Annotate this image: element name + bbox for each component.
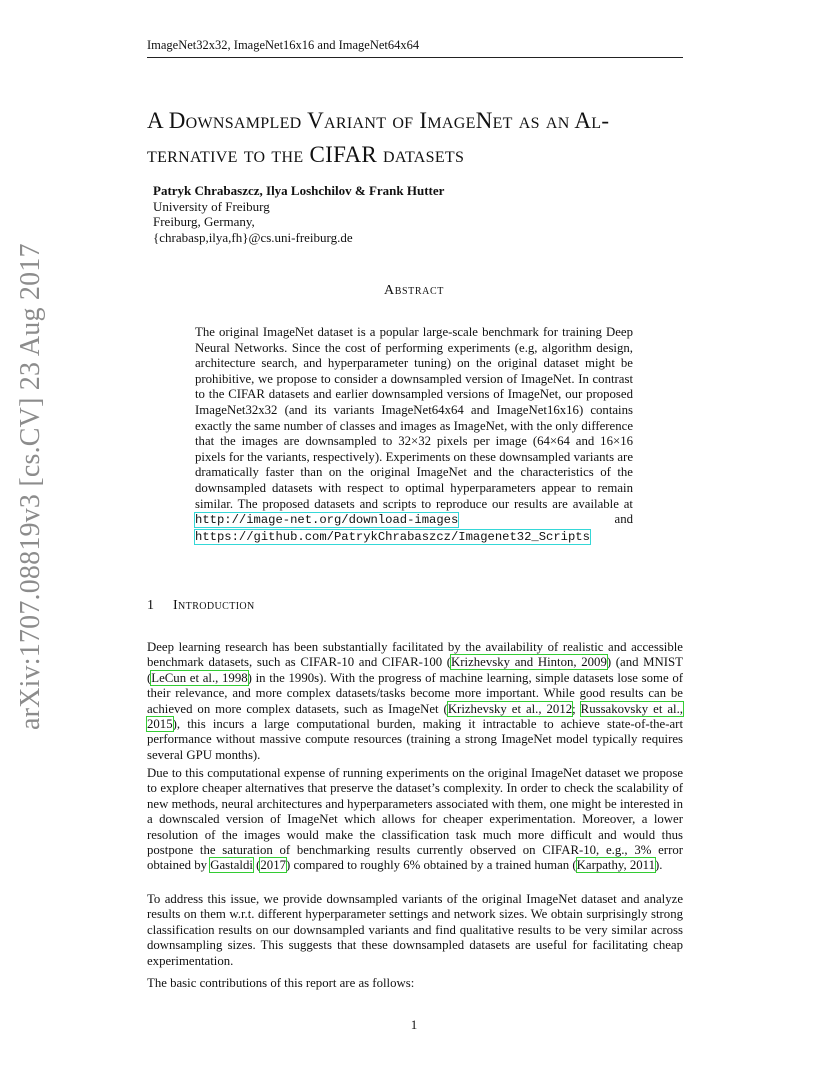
section-title: Introduction (173, 598, 255, 613)
text-span: ) (and MNIST ( (147, 655, 683, 685)
citation-link[interactable]: Karpathy, 2011 (576, 858, 655, 873)
paper-title-line-1: A Downsampled Variant of ImageNet as an Al- (147, 108, 610, 133)
citation-link[interactable]: LeCun et al., 1998 (151, 670, 248, 685)
author-names: Patryk Chrabaszcz, Ilya Loshchilov & Frank Hutter (153, 183, 445, 198)
arxiv-stamp: arXiv:1707.08819v3 [cs.CV] 23 Aug 2017 (15, 243, 46, 730)
running-header: ImageNet32x32, ImageNet16x16 and ImageNet64x64 (147, 38, 683, 58)
section-number: 1 (147, 598, 155, 613)
author-affiliation: University of Freiburg (153, 198, 270, 214)
citation-link[interactable]: Russakovsky et al., 2015 (147, 701, 683, 732)
intro-paragraph-1 (147, 640, 683, 763)
text-span: Deep learning research has been substantially facilitated by the availability of realistic and accessible benchmark datasets, such as CIFAR-10 and CIFAR-100 ( (147, 640, 683, 670)
text-span: ) compared to roughly 6% obtained by a trained human ( (285, 858, 577, 873)
text-span: ; (572, 701, 581, 716)
citation-link[interactable]: Krizhevsky et al., 2012 (447, 701, 573, 716)
author-email: {chrabasp,ilya,fh}@cs.uni-freiburg.de (153, 229, 353, 245)
text-span: Due to this computational expense of running experiments on the original ImageNet dataset we propose to explore cheaper alternatives that preserve the dataset’s complexity. In order to check the scalability of new methods, neural architectures and hyperparameters associated with them, one might be interested in a downscaled version of ImageNet which allows for cheaper experimentation. Moreover, a lower resolution of the images would make the classification task much more difficult and would thus postpone the saturation of benchmarking results currently observed on CIFAR-10, e.g., 3% error obtained by (147, 766, 683, 873)
text-span: ) in the 1990s). With the progress of machine learning, simple datasets lose some of their relevance, and more complex datasets/tasks become more important. While good results can be achieved on more complex datasets, such as ImageNet ( (147, 670, 684, 716)
abstract-body (195, 325, 633, 545)
text-span: ( (252, 858, 261, 873)
citation-link[interactable]: 2017 (260, 858, 286, 873)
citation-link[interactable]: Gastaldi (210, 858, 253, 873)
text-span: ), this incurs a large computational burden, making it intractable to achieve state-of-the-art performance without massive compute resources (training a strong ImageNet model typically requires several GPU months). (147, 717, 683, 762)
intro-paragraph-3: To address this issue, we provide downsampled variants of the original ImageNet dataset and analyze results on them w.r.t. different hyperparameter settings and network sizes. We obtain surprisingly strong classification results on our downsampled variants and find qualitative results to be very similar across downsampling sizes. This suggests that these downsampled datasets are useful for facilitating cheap experimentation. (147, 892, 683, 968)
intro-paragraph-2 (147, 766, 683, 874)
github-link[interactable]: https://github.com/PatrykChrabaszcz/Imagenet32_Scripts (195, 529, 590, 544)
author-location: Freiburg, Germany, (153, 214, 255, 229)
paper-title (147, 104, 707, 172)
abstract-and: and (614, 512, 633, 527)
text-span: ). (654, 858, 663, 873)
paper-title-line-2: ternative to the CIFAR datasets (147, 142, 465, 167)
author-block (153, 183, 633, 245)
download-link[interactable]: http://image-net.org/download-images (195, 513, 459, 528)
page-number: 1 (410, 1017, 418, 1032)
section-heading (147, 598, 255, 614)
citation-link[interactable]: Krizhevsky and Hinton, 2009 (451, 655, 607, 670)
abstract-text: The original ImageNet dataset is a popular large-scale benchmark for training Deep Neural Networks. Since the cost of performing experiments (e.g, algorithm design, architecture search, and hyperparameter tuning) on the original dataset might be prohibitive, we propose to consider a downsampled version of ImageNet. In contrast to the CIFAR datasets and earlier downsampled versions of ImageNet, our proposed ImageNet32x32 (and its variants ImageNet64x64 and ImageNet16x16) contains exactly the same number of classes and images as ImageNet, with the only difference that the images are downsampled to 32×32 pixels per image (64×64 and 16×16 pixels for the variants, respectively). Experiments on these downsampled variants are dramatically faster than on the original ImageNet and the characteristics of the downsampled datasets with respect to optimal hyperparameters appear to remain similar. The proposed datasets and scripts to reproduce our results are available at (195, 325, 633, 511)
abstract-heading: Abstract (384, 283, 444, 298)
intro-paragraph-4: The basic contributions of this report are as follows: (147, 976, 415, 990)
